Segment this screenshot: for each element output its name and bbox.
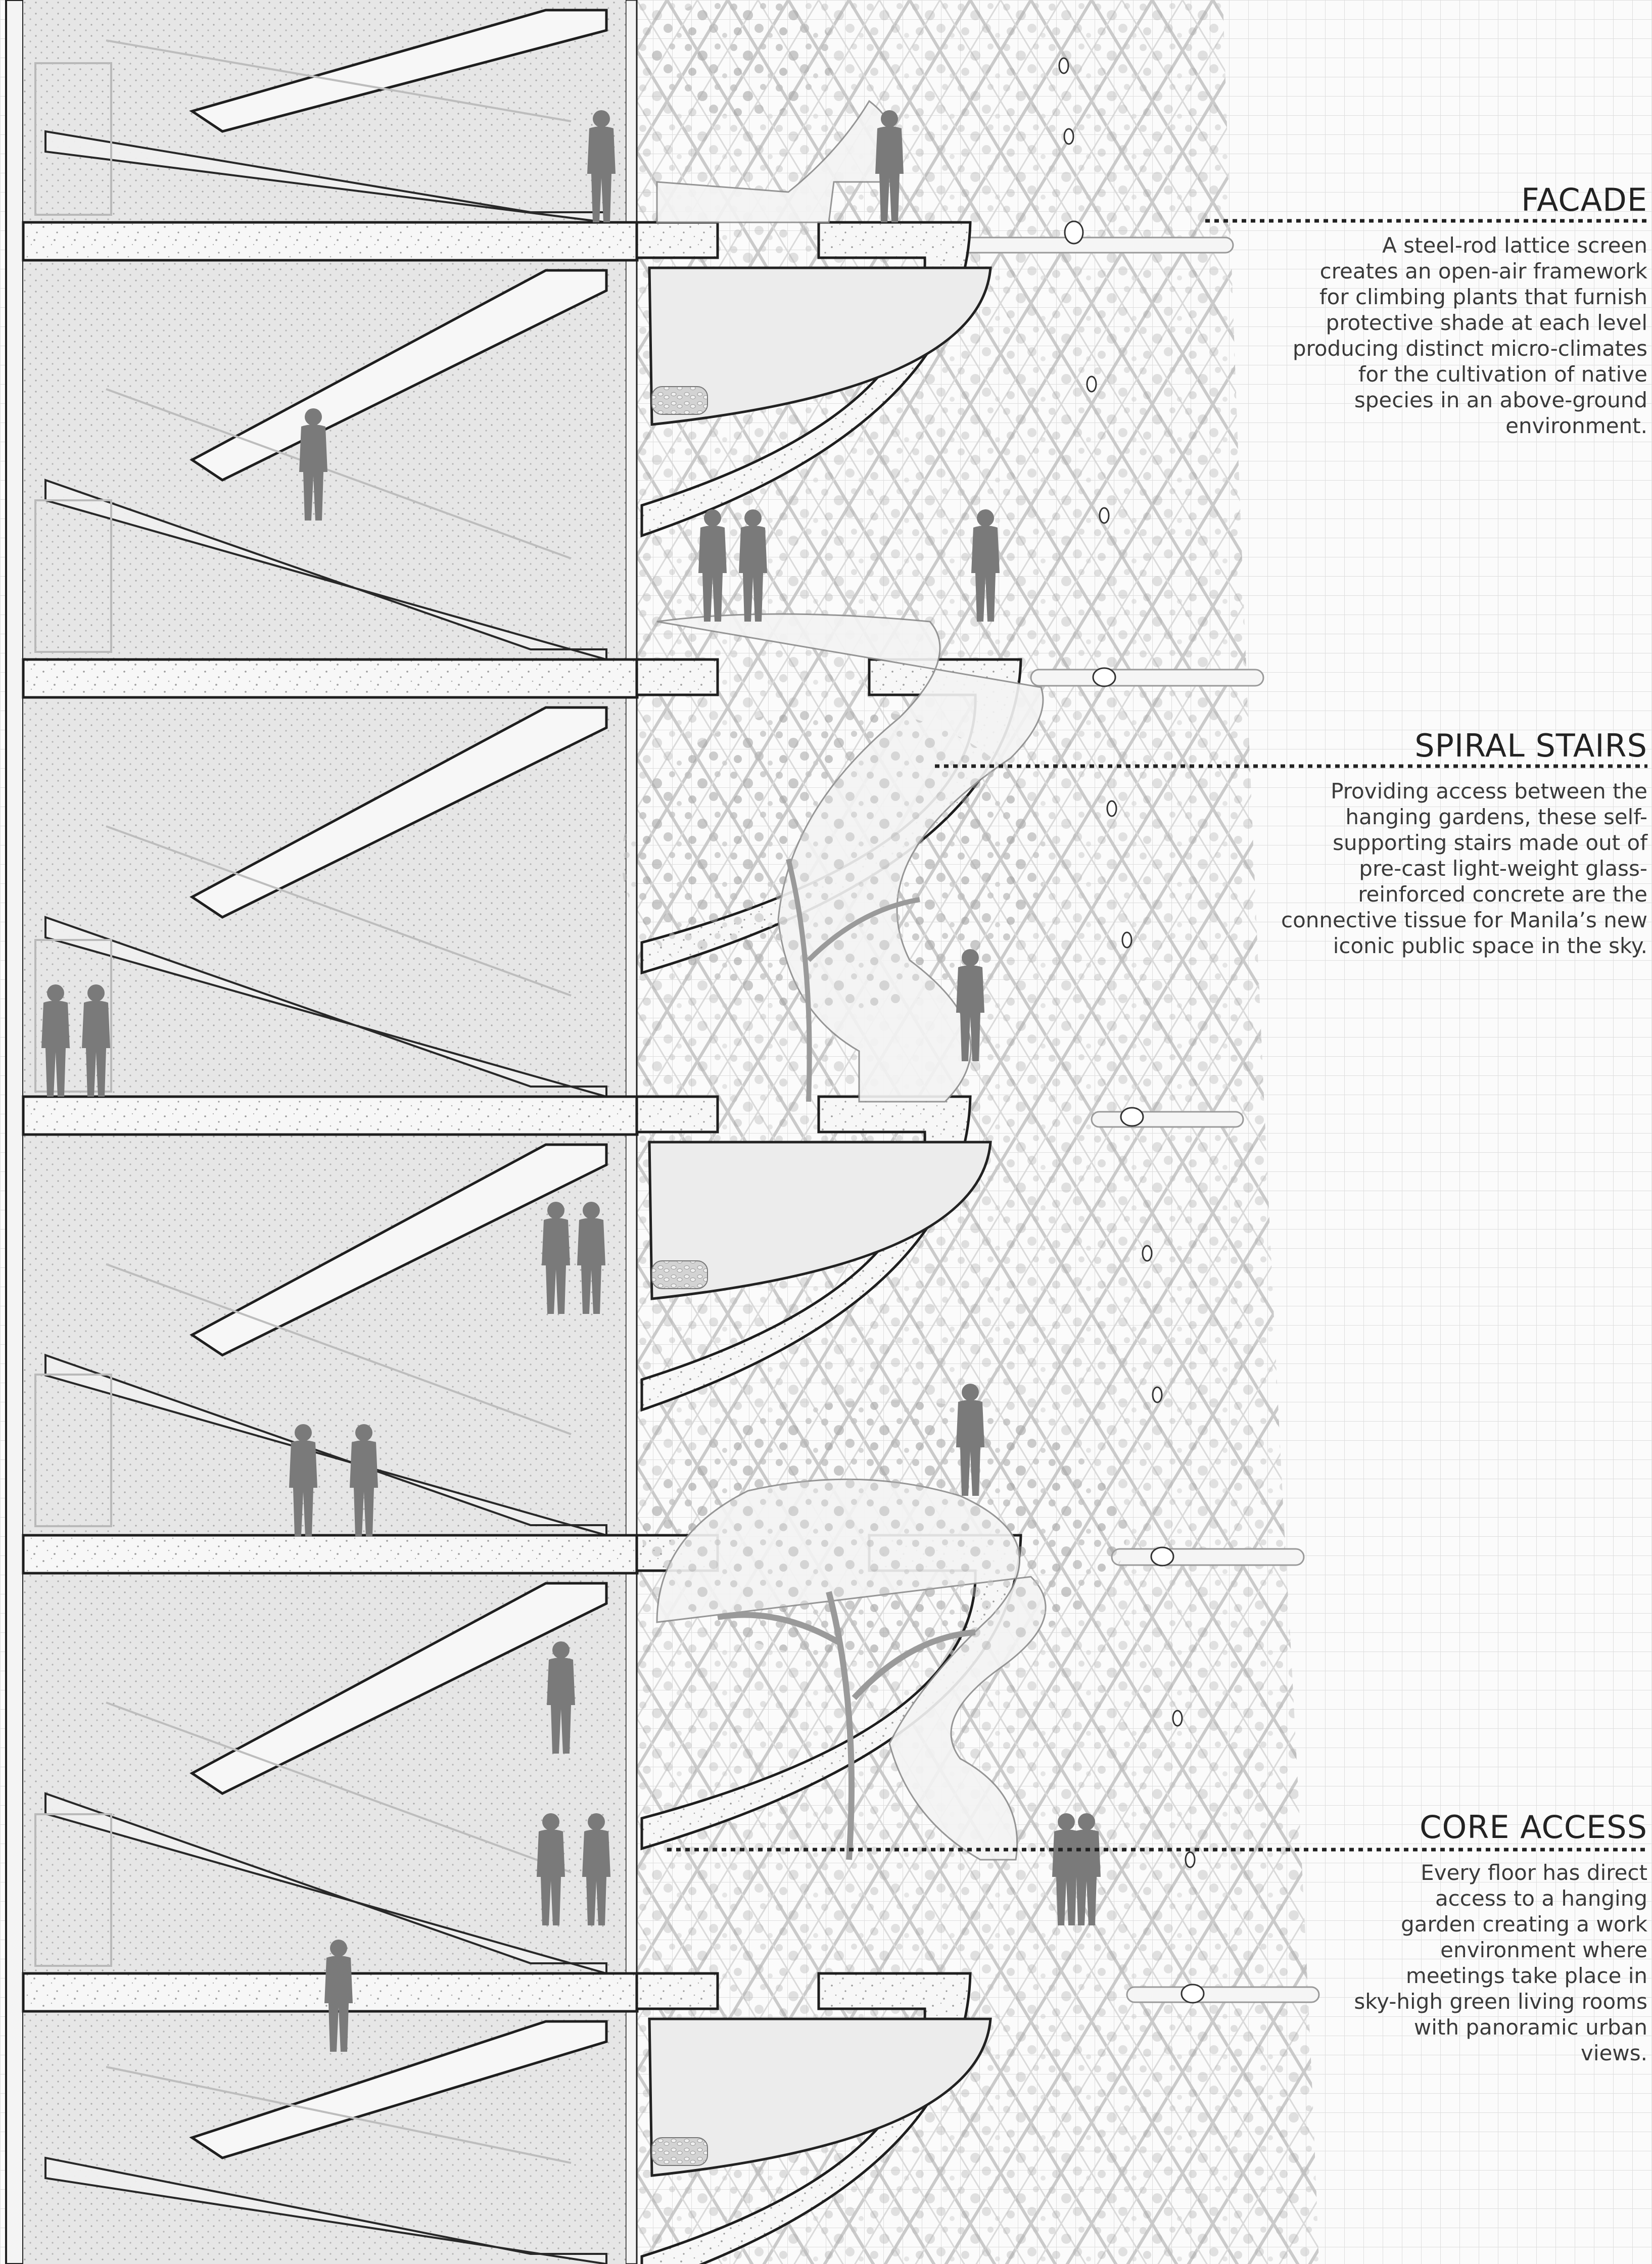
floor-slab: [23, 659, 637, 697]
garden-slab: [637, 1097, 718, 1132]
core-outer-wall: [6, 0, 23, 2264]
garden-slab: [637, 222, 718, 258]
core-access-heading: CORE ACCESS: [1420, 1809, 1647, 1846]
facade-description: A steel-rod lattice screen creates an open-air framework for climbing plants that furnish protective shade at each level producing distinct micro-climates for the cultivation of native species in an above-ground environment.: [1292, 233, 1647, 438]
floor-slab: [23, 222, 637, 260]
floor-slab: [23, 1535, 637, 1573]
spiral-stairs-annotation: [1281, 728, 1647, 959]
core-access-annotation: [1354, 1809, 1647, 2066]
garden-slab: [637, 659, 718, 695]
floor-slab: [23, 1097, 637, 1135]
spiral-stairs-heading: SPIRAL STAIRS: [1414, 727, 1647, 764]
facade-heading: FACADE: [1521, 181, 1647, 218]
garden-slab: [637, 1973, 718, 2009]
core-access-description: Every floor has direct access to a hanging garden creating a work environment where meetings take place in sky-high green living rooms with panoramic urban views.: [1354, 1860, 1647, 2065]
spiral-stairs-description: Providing access between the hanging gardens, these self- supporting stairs made out of pre-cast light-weight glass- reinforced concrete are the connective tissue for Manila’s new iconic public space in the sky.: [1281, 779, 1647, 958]
facade-annotation: [1293, 182, 1647, 439]
